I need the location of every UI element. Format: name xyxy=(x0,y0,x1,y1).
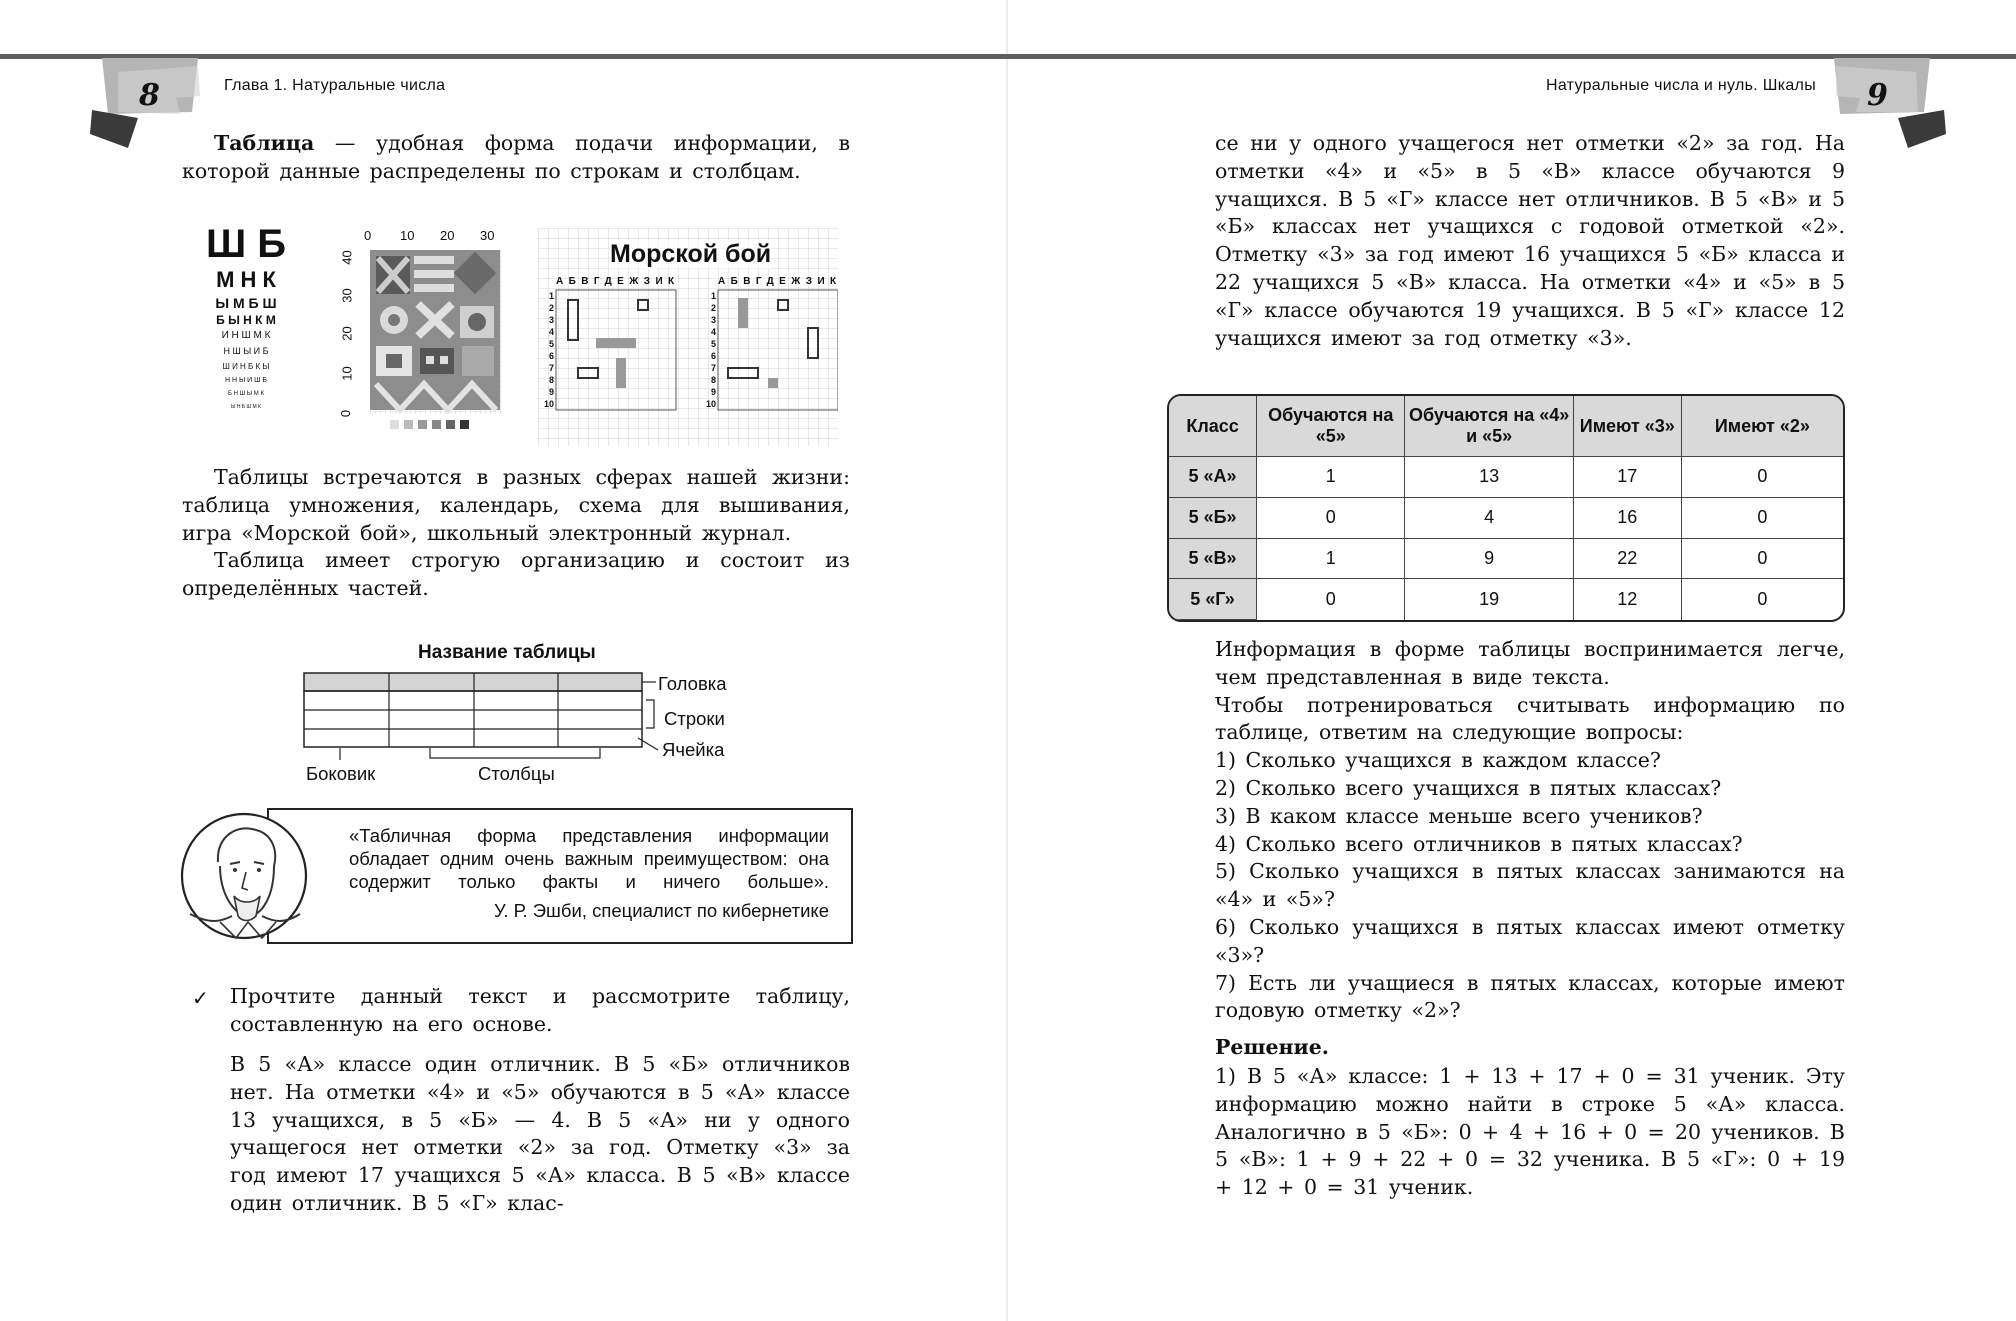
table-row xyxy=(1169,538,1843,579)
table-cell: 4 xyxy=(1405,497,1574,538)
eye-chart-row: Ш Б xyxy=(205,222,287,266)
table-row xyxy=(1169,497,1843,538)
running-head-right: Натуральные числа и нуль. Шкалы xyxy=(1545,77,1816,94)
grades-table xyxy=(1167,394,1845,622)
embroidery-x-tick: 0 xyxy=(364,228,372,243)
eye-chart xyxy=(186,222,306,446)
page-number-badge-right xyxy=(1828,52,1948,152)
solution-text: 1) В 5 «А» классе: 1 + 13 + 17 + 0 = 31 ученик. Эту информацию можно найти в строке 5 «А» класса. Аналогично в 5 «Б»: 0 + 4 + 16 + 0 = 20 учеников. В 5 «В»: 1 + 9 + 22 + 0 = 32 ученика. В 5 «Г»: 0 + 19 + 12 + 0 = 31 ученик. xyxy=(1215,1064,1845,1200)
embroidery-x-tick: 20 xyxy=(440,228,455,243)
embroidery-chart xyxy=(340,226,512,448)
table-header-cell: Имеют «3» xyxy=(1573,396,1681,457)
eye-chart-row: Ы Н Б Ш М К xyxy=(231,404,261,410)
battleship-letters-left: АБВГДЕЖЗИК xyxy=(556,276,680,287)
table-row xyxy=(1169,579,1843,620)
table-cell: 0 xyxy=(1681,579,1843,620)
table-header-row xyxy=(1169,396,1843,457)
battleship-letters-right: АБВГДЕЖЗИК xyxy=(718,276,842,287)
eye-chart-row: Б Ы Н К М xyxy=(216,313,276,327)
question-item: 5) Сколько учащихся в пятых классах занимаются на «4» и «5»? xyxy=(1215,859,1845,912)
table-cell: 0 xyxy=(1257,579,1405,620)
question-item: 2) Сколько всего учащихся в пятых классах? xyxy=(1215,775,1722,800)
table-row-label: 5 «Г» xyxy=(1169,579,1257,620)
paragraph-tables-usage: Таблицы встречаются в разных сферах нашей жизни: таблица умножения, календарь, схема для вышивания, игра «Морской бой», школьный электронный журнал. Таблица имеет строгую организацию и состоит из определённых частей. xyxy=(182,465,850,601)
page-number-left: 8 xyxy=(139,78,160,113)
battleship-numbers-right: 1 2 3 4 5 6 7 8 9 10 xyxy=(705,291,716,409)
label-rows: Строки xyxy=(664,708,725,729)
task-source-text: В 5 «А» классе один отличник. В 5 «Б» отличников нет. На отметки «4» и «5» обучаются в 5 «А» классе 13 учащихся, в 5 «Б» — 4. В 5 «А» ни у одного учащегося нет отметки «2» за год. Отметку «3» за год имеют 17 учащихся 5 «А» класса. В 5 «В» классе один отличник. В 5 «Г» клас- xyxy=(230,1052,850,1215)
table-cell: 0 xyxy=(1681,497,1843,538)
label-columns: Столбцы xyxy=(478,763,555,784)
right-page xyxy=(1008,0,2016,1321)
eye-chart-row: Н Н Ы И Ш Б xyxy=(224,377,268,384)
table-cell: 0 xyxy=(1681,457,1843,498)
eye-chart-row: Б Н Ш Ы М К xyxy=(228,391,264,397)
question-item: 4) Сколько всего отличников в пятых классах? xyxy=(1215,831,1743,856)
eye-chart-row: Ш И Н Б К Ы xyxy=(222,362,270,371)
table-cell: 16 xyxy=(1573,497,1681,538)
battleship-figure xyxy=(538,228,842,446)
battleship-numbers-left: 1 2 3 4 5 6 7 8 9 10 xyxy=(543,291,554,409)
label-stub: Боковик xyxy=(306,763,376,784)
diagram-title: Название таблицы xyxy=(418,642,596,663)
eye-chart-row: И Н Ш М К xyxy=(221,330,271,341)
table-cell: 22 xyxy=(1573,538,1681,579)
embroidery-x-tick: 10 xyxy=(400,228,415,243)
portrait-ashby xyxy=(180,804,310,954)
running-head-left: Глава 1. Натуральные числа xyxy=(224,77,446,94)
paragraph-table-advantage: Информация в форме таблицы воспринимается легче, чем представленная в виде текста. xyxy=(1215,637,1845,689)
embroidery-y-tick: 0 xyxy=(338,409,354,418)
table-cell: 19 xyxy=(1405,579,1574,620)
table-row xyxy=(1169,457,1843,498)
checkmark-icon: ✓ xyxy=(192,986,209,1010)
embroidery-y-tick: 10 xyxy=(339,366,355,381)
intro-paragraph: Таблица — удобная форма подачи информации, в которой данные распределены по строкам и столбцам. xyxy=(182,131,850,183)
table-cell: 17 xyxy=(1573,457,1681,498)
table-row-label: 5 «В» xyxy=(1169,538,1257,579)
embroidery-y-tick: 20 xyxy=(339,326,355,341)
table-cell: 1 xyxy=(1257,457,1405,498)
battleship-title: Морской бой xyxy=(610,240,772,268)
paragraph-questions-intro: Чтобы потренироваться считывать информацию по таблице, ответим на следующие вопросы: xyxy=(1215,692,1845,745)
table-cell: 0 xyxy=(1257,497,1405,538)
table-header-cell: Класс xyxy=(1169,396,1257,457)
table-header-cell: Обучаются на «4» и «5» xyxy=(1405,396,1574,457)
table-header-cell: Обучаются на «5» xyxy=(1257,396,1405,457)
question-item: 7) Есть ли учащиеся в пятых классах, которые имеют годовую отметку «2»? xyxy=(1215,970,1845,1023)
quote-text: «Табличная форма представления информации обладает одним очень важным преимуществом: она содержит только факты и ничего больше». xyxy=(349,825,829,892)
question-item: 1) Сколько учащихся в каждом классе? xyxy=(1215,748,1661,773)
table-cell: 12 xyxy=(1573,579,1681,620)
label-head: Головка xyxy=(658,673,727,694)
table-cell: 0 xyxy=(1681,538,1843,579)
table-cell: 1 xyxy=(1257,538,1405,579)
questions-block xyxy=(1215,636,1845,1025)
solution-title: Решение. xyxy=(1215,1035,1329,1059)
embroidery-y-tick: 40 xyxy=(339,250,355,265)
table-row-label: 5 «Б» xyxy=(1169,497,1257,538)
embroidery-pattern xyxy=(340,226,512,448)
table-cell: 9 xyxy=(1405,538,1574,579)
table-header-cell: Имеют «2» xyxy=(1681,396,1843,457)
paragraph-continued: се ни у одного учащегося нет отметки «2» за год. На отметки «4» и «5» в 5 «В» классе обучаются 9 учащихся. В 5 «Г» классе нет отличников. В 5 «В» и 5 «Б» классах нет учащихся с годовой отметкой «2». Отметку «3» за год имеют 16 учащихся 5 «Б» класса и 22 учащихся 5 «В» класса. На отметки «4» и «5» в 5 «Г» классе обучаются 19 учащихся. В 5 «Г» классе 12 учащихся имеют за год отметку «3». xyxy=(1215,131,1845,350)
table-cell: 13 xyxy=(1405,457,1574,498)
eye-chart-row: М Н К xyxy=(216,267,276,292)
embroidery-y-tick: 30 xyxy=(339,288,355,303)
question-item: 6) Сколько учащихся в пятых классах имеют отметку «3»? xyxy=(1215,914,1845,967)
eye-chart-row: Н Ш Ы И Б xyxy=(223,346,269,356)
question-item: 3) В каком классе меньше всего учеников? xyxy=(1215,803,1703,828)
eye-chart-row: Ы М Б Ш xyxy=(215,295,277,311)
term-table: Таблица xyxy=(214,131,315,155)
embroidery-x-tick: 30 xyxy=(480,228,495,243)
quote-author: У. Р. Эшби, специалист по кибернетике xyxy=(494,900,829,921)
task-text: Прочтите данный текст и рассмотрите таблицу, составленную на его основе. xyxy=(230,984,850,1036)
label-cell: Ячейка xyxy=(662,739,725,760)
page-number-right: 9 xyxy=(1867,78,1888,113)
table-row-label: 5 «А» xyxy=(1169,457,1257,498)
